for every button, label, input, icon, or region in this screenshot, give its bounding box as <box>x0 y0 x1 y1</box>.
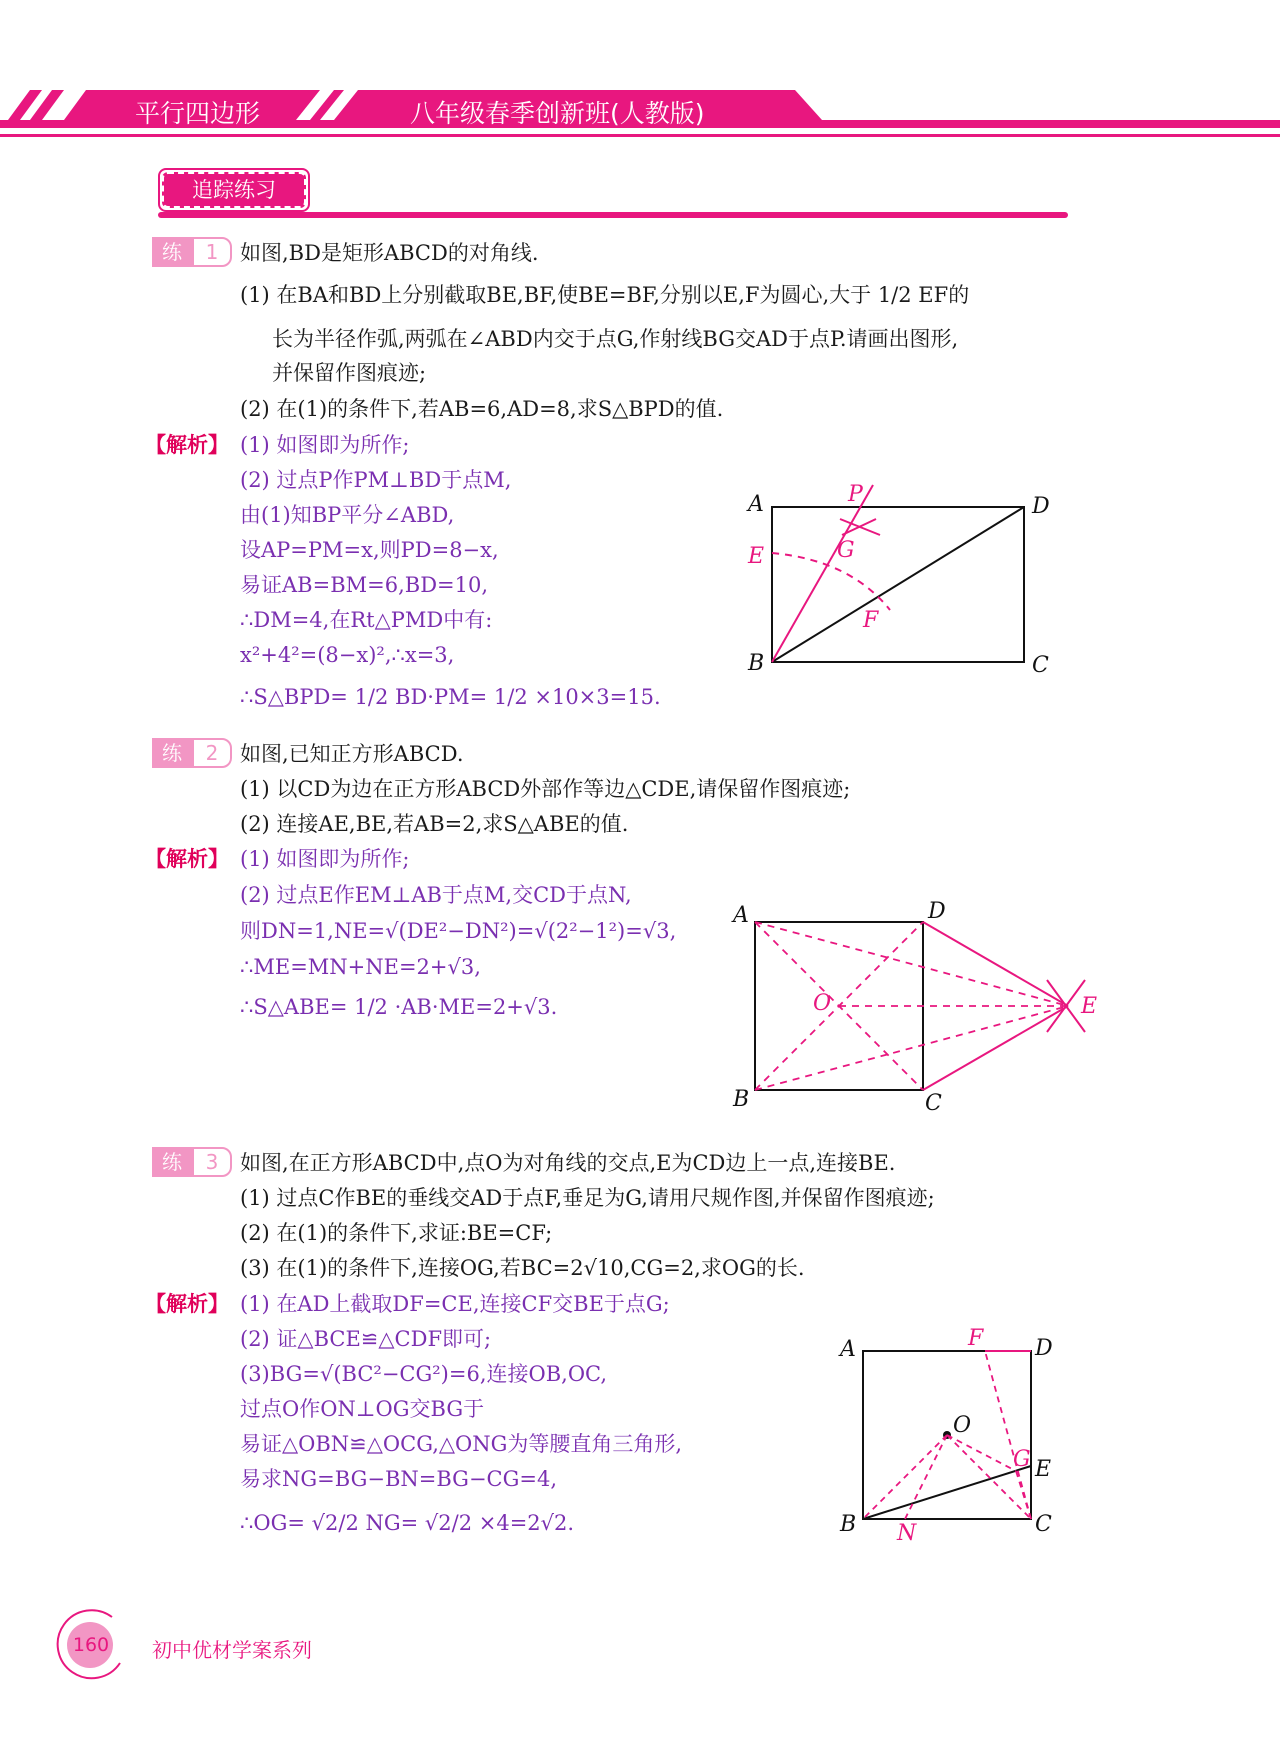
fig3-label-g: G <box>1013 1447 1031 1472</box>
fig2-side-ce <box>923 1006 1068 1090</box>
fig2-dashed-be <box>755 1006 1068 1090</box>
fig2-label-d: D <box>928 899 946 924</box>
fig2-label-a: A <box>733 903 749 928</box>
exercise-tag-2 <box>152 738 232 768</box>
solution-3-line-1: (1) 在AD上截取DF=CE,连接CF交BE于点G; <box>240 1292 670 1316</box>
solution-3-line-7: ∴OG= √2/2 NG= √2/2 ×4=2√2. <box>240 1511 575 1535</box>
fig3-label-f: F <box>968 1326 984 1351</box>
header-series: 八年级春季创新班(人教版) <box>410 99 705 128</box>
exercise-3-part-2: (2) 在(1)的条件下,求证:BE=CF; <box>240 1221 553 1245</box>
fig1-label-g: G <box>837 538 855 563</box>
fig1-diagonal-bd <box>772 507 1024 662</box>
exercise-2-part-2: (2) 连接AE,BE,若AB=2,求S△ABE的值. <box>240 812 629 836</box>
fig3-label-n: N <box>897 1521 917 1543</box>
section-label-frame <box>158 168 310 212</box>
solution-3-line-3: (3)BG=√(BC²−CG²)=6,连接OB,OC, <box>240 1362 608 1386</box>
fig3-label-e: E <box>1035 1457 1052 1482</box>
fig3-dashed-og <box>947 1435 1016 1471</box>
fig1-label-e: E <box>748 544 765 569</box>
fig3-label-o: O <box>953 1413 972 1438</box>
exercise-tag-char: 练 <box>152 738 192 768</box>
exercise-2-stem: 如图,已知正方形ABCD. <box>240 742 464 766</box>
footer-series-name: 初中优材学案系列 <box>152 1638 312 1662</box>
fig2-side-de <box>923 922 1068 1006</box>
fig3-dashed-cf <box>985 1351 1031 1519</box>
fig3-label-b: B <box>840 1512 857 1537</box>
exercise-1-part-1c: 并保留作图痕迹; <box>272 361 427 385</box>
exercise-tag-number: 2 <box>192 738 232 768</box>
solution-label-2: 【解析】 <box>145 847 229 871</box>
exercise-3-part-3: (3) 在(1)的条件下,连接OG,若BC=2√10,CG=2,求OG的长. <box>240 1256 805 1280</box>
exercise-tag-char: 练 <box>152 237 192 267</box>
solution-3-line-2: (2) 证△BCE≌△CDF即可; <box>240 1327 492 1351</box>
figure-2 <box>725 892 1115 1112</box>
fig3-label-d: D <box>1035 1336 1053 1361</box>
figure-3 <box>835 1318 1075 1543</box>
exercise-1-part-1a: (1) 在BA和BD上分别截取BE,BF,使BE=BF,分别以E,F为圆心,大于 1/2 EF的 <box>240 283 970 307</box>
fig1-label-b: B <box>748 651 765 675</box>
solution-2-line-1: (1) 如图即为所作; <box>240 847 410 871</box>
exercise-tag-1 <box>152 237 232 267</box>
fig2-dashed-ae <box>755 922 1068 1006</box>
solution-3-line-5: 易证△OBN≌△OCG,△ONG为等腰直角三角形, <box>240 1432 683 1456</box>
fig1-label-f: F <box>863 608 879 633</box>
solution-2-line-3: 则DN=1,NE=√(DE²−DN²)=√(2²−1²)=√3, <box>240 919 677 943</box>
solution-1-line-3: 由(1)知BP平分∠ABD, <box>240 503 455 527</box>
solution-label-1: 【解析】 <box>145 433 229 457</box>
solution-2-line-2: (2) 过点E作EM⊥AB于点M,交CD于点N, <box>240 883 632 907</box>
exercise-1-part-1b: 长为半径作弧,两弧在∠ABD内交于点G,作射线BG交AD于点P.请画出图形, <box>272 327 959 351</box>
fig1-label-p: P <box>848 482 863 507</box>
fig3-dashed-on <box>905 1435 947 1519</box>
solution-1-line-5: 易证AB=BM=6,BD=10, <box>240 573 489 597</box>
exercise-tag-3 <box>152 1147 232 1177</box>
solution-3-line-6: 易求NG=BG−BN=BG−CG=4, <box>240 1467 558 1491</box>
exercise-tag-char: 练 <box>152 1147 192 1177</box>
solution-2-line-5: ∴S△ABE= 1/2 ·AB·ME=2+√3. <box>240 995 558 1019</box>
fig2-label-c: C <box>925 1091 942 1112</box>
exercise-2-part-1: (1) 以CD为边在正方形ABCD外部作等边△CDE,请保留作图痕迹; <box>240 777 851 801</box>
solution-1-line-1: (1) 如图即为所作; <box>240 433 410 457</box>
figure-1 <box>740 475 1070 675</box>
solution-1-line-6: ∴DM=4,在Rt△PMD中有: <box>240 608 493 632</box>
fig1-ray-bp <box>772 485 873 662</box>
exercise-1-stem: 如图,BD是矩形ABCD的对角线. <box>240 241 539 265</box>
solution-1-line-2: (2) 过点P作PM⊥BD于点M, <box>240 468 512 492</box>
fig2-label-b: B <box>733 1087 750 1112</box>
fig3-label-c: C <box>1035 1512 1052 1537</box>
fig3-label-a: A <box>840 1337 856 1362</box>
solution-1-line-7: x²+4²=(8−x)²,∴x=3, <box>240 643 455 667</box>
exercise-3-part-1: (1) 过点C作BE的垂线交AD于点F,垂足为G,请用尺规作图,并保留作图痕迹; <box>240 1186 935 1210</box>
fig3-segment-be <box>863 1466 1031 1519</box>
fig2-label-e: E <box>1081 994 1098 1019</box>
fig2-label-o: O <box>813 991 832 1016</box>
fig3-dashed-cg <box>1016 1471 1031 1519</box>
solution-3-line-4: 过点O作ON⊥OG交BG于 <box>240 1397 485 1421</box>
section-label: 追踪练习 <box>162 172 306 208</box>
solution-label-3: 【解析】 <box>145 1292 229 1316</box>
fig1-label-c: C <box>1032 653 1049 675</box>
exercise-tag-number: 1 <box>192 237 232 267</box>
fig1-label-d: D <box>1032 494 1050 519</box>
solution-1-line-4: 设AP=PM=x,则PD=8−x, <box>240 538 499 562</box>
section-divider <box>158 212 1068 218</box>
solution-2-line-4: ∴ME=MN+NE=2+√3, <box>240 955 481 979</box>
header-chapter: 平行四边形 <box>135 99 261 128</box>
solution-1-line-8: ∴S△BPD= 1/2 BD·PM= 1/2 ×10×3=15. <box>240 685 661 709</box>
exercise-tag-number: 3 <box>192 1147 232 1177</box>
page-number: 160 <box>72 1634 110 1656</box>
exercise-1-part-2: (2) 在(1)的条件下,若AB=6,AD=8,求S△BPD的值. <box>240 397 724 421</box>
exercise-3-stem: 如图,在正方形ABCD中,点O为对角线的交点,E为CD边上一点,连接BE. <box>240 1151 896 1175</box>
fig1-label-a: A <box>748 492 764 517</box>
